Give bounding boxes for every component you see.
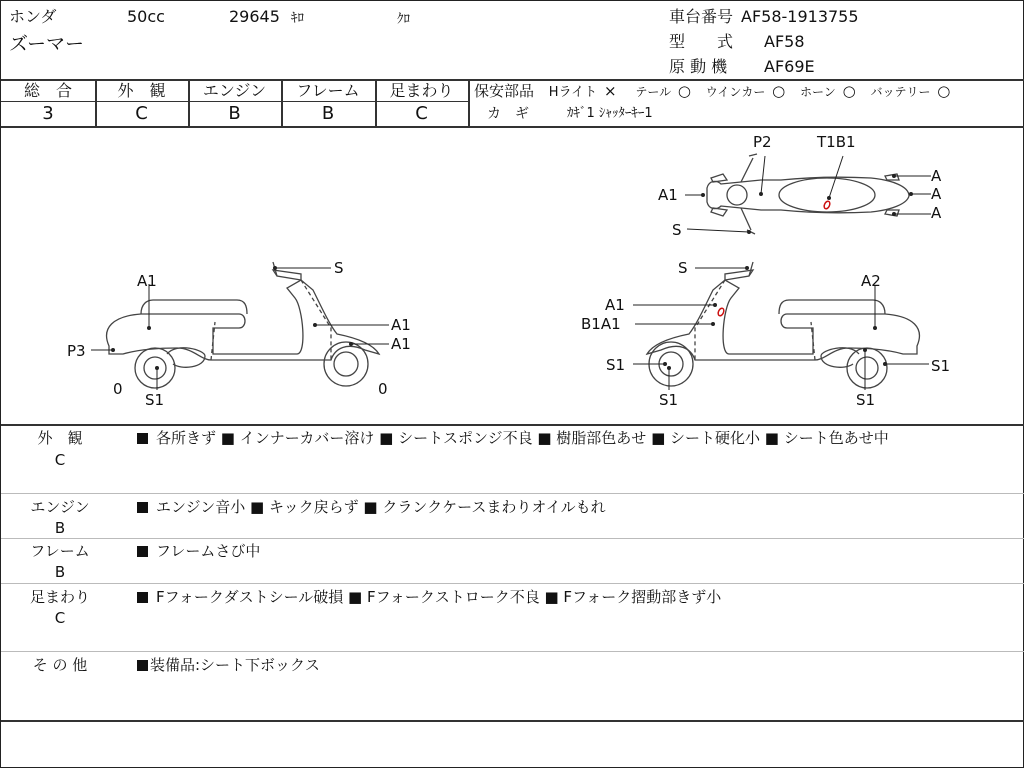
type-label: 型 式 xyxy=(669,32,734,51)
safety-mark: × xyxy=(603,82,617,100)
label-top-p2: P2 xyxy=(753,133,772,151)
safety-mark: ○ xyxy=(842,82,856,100)
safety-mark: ○ xyxy=(937,82,951,100)
section-text-engine-value: エンジン音小 ■ キック戻らず ■ クランクケースまわりオイルもれ xyxy=(156,498,606,516)
section-text-engine xyxy=(135,496,1015,518)
label-right-s1: S1 xyxy=(659,391,679,409)
divider xyxy=(1,651,1024,652)
section-text-exterior-value: 各所きず ■ インナーカバー溶け ■ シートスポンジ不良 ■ 樹脂部色あせ ■ シート硬化小 ■ シート色あせ中 xyxy=(156,429,889,447)
label-left-0: 0 xyxy=(113,380,123,398)
label-left-p3: P3 xyxy=(67,342,86,360)
section-grade-exterior: C xyxy=(54,451,66,469)
scooter-diagram xyxy=(1,128,1024,424)
grade-header-frame: フレーム xyxy=(296,81,360,100)
safety-item: テール xyxy=(635,85,672,99)
section-grade-frame: B xyxy=(54,563,66,581)
section-grade-suspension: C xyxy=(54,609,66,627)
section-text-other xyxy=(135,654,1015,676)
divider xyxy=(1,424,1024,426)
section-text-frame xyxy=(135,540,1015,562)
section-label-frame: フレーム xyxy=(30,542,90,560)
label-top-t1b1: T1B1 xyxy=(817,133,856,151)
label-top-a: A xyxy=(931,185,942,203)
section-text-frame-value: フレームさび中 xyxy=(156,542,261,560)
label-right-a1: A1 xyxy=(605,296,625,314)
frame-no: AF58-1913755 xyxy=(741,7,859,26)
section-label-exterior: 外 観 xyxy=(37,429,83,447)
model-name: ズーマー xyxy=(9,33,85,55)
safety-mark: ○ xyxy=(772,82,786,100)
grade-header-exterior: 外 観 xyxy=(117,81,166,100)
divider xyxy=(1,101,469,102)
safety-item: ホーン xyxy=(800,85,836,99)
section-label-suspension: 足まわり xyxy=(29,588,90,606)
mileage-value: 29645 xyxy=(229,7,280,26)
damage-mark xyxy=(717,307,725,316)
section-grade-engine: B xyxy=(54,519,66,537)
label-left-s: S xyxy=(334,259,344,277)
label-right-s1: S1 xyxy=(606,356,626,374)
safety-parts xyxy=(474,81,950,103)
color: ｸﾛ xyxy=(397,12,410,27)
label-left-0: 0 xyxy=(378,380,388,398)
section-text-suspension xyxy=(135,586,1015,608)
mileage-unit: ｷﾛ xyxy=(291,11,304,26)
grade-exterior: C xyxy=(135,103,148,124)
damage-mark xyxy=(823,200,831,209)
leader-dots xyxy=(111,174,913,370)
grade-overall: 3 xyxy=(42,103,54,124)
mileage xyxy=(229,7,304,29)
label-left-a1: A1 xyxy=(137,272,157,290)
engine-label: 原 動 機 xyxy=(669,57,728,76)
divider xyxy=(1,720,1024,722)
leader-lines xyxy=(91,156,931,390)
safety-mark: ○ xyxy=(677,82,691,100)
grade-engine: B xyxy=(228,103,241,124)
maker: ホンダ xyxy=(9,7,57,26)
section-text-suspension-value: Fフォークダストシール破損 ■ Fフォークストローク不良 ■ Fフォーク摺動部きず小 xyxy=(156,588,722,606)
label-right-b1a1: B1A1 xyxy=(581,315,621,333)
key-value: ｶｷﾞ1 ｼｬｯﾀｰｷｰ1 xyxy=(567,106,653,121)
type-value: AF58 xyxy=(764,32,805,51)
label-top-s: S xyxy=(672,221,682,239)
label-left-s1: S1 xyxy=(145,391,165,409)
section-text-exterior xyxy=(135,427,1015,449)
safety-item: ウインカー xyxy=(705,85,766,99)
grade-header-engine: エンジン xyxy=(202,81,267,100)
label-top-a: A xyxy=(931,204,942,222)
damage-marks xyxy=(717,200,831,316)
grade-header-suspension: 足まわり xyxy=(389,81,454,100)
label-right-s1: S1 xyxy=(931,357,951,375)
label-right-a2: A2 xyxy=(861,272,881,290)
grade-frame: B xyxy=(321,103,335,124)
section-label-other: そ の 他 xyxy=(32,656,88,674)
label-left-a1: A1 xyxy=(391,316,411,334)
grade-suspension: C xyxy=(415,103,428,124)
scooter-top-view xyxy=(707,154,909,234)
label-top-a1: A1 xyxy=(658,186,678,204)
divider xyxy=(1,538,1024,539)
displacement: 50cc xyxy=(127,7,165,26)
section-text-other-value: 装備品:シート下ボックス xyxy=(150,656,320,674)
section-label-engine: エンジン xyxy=(30,498,90,516)
frame-no-label: 車台番号 xyxy=(669,7,734,26)
safety-item: Hライト xyxy=(548,85,598,100)
label-left-a1: A1 xyxy=(391,335,411,353)
divider xyxy=(468,79,470,127)
safety-item: バッテリー xyxy=(870,85,931,99)
key-label: カ ギ xyxy=(487,106,529,122)
engine-value: AF69E xyxy=(764,57,815,76)
label-right-s1: S1 xyxy=(856,391,876,409)
safety-label: 保安部品 xyxy=(474,82,535,100)
label-top-a: A xyxy=(931,167,942,185)
divider xyxy=(1,493,1024,494)
grade-header-overall: 総 合 xyxy=(23,81,72,100)
label-right-s: S xyxy=(678,259,688,277)
divider xyxy=(1,583,1024,584)
